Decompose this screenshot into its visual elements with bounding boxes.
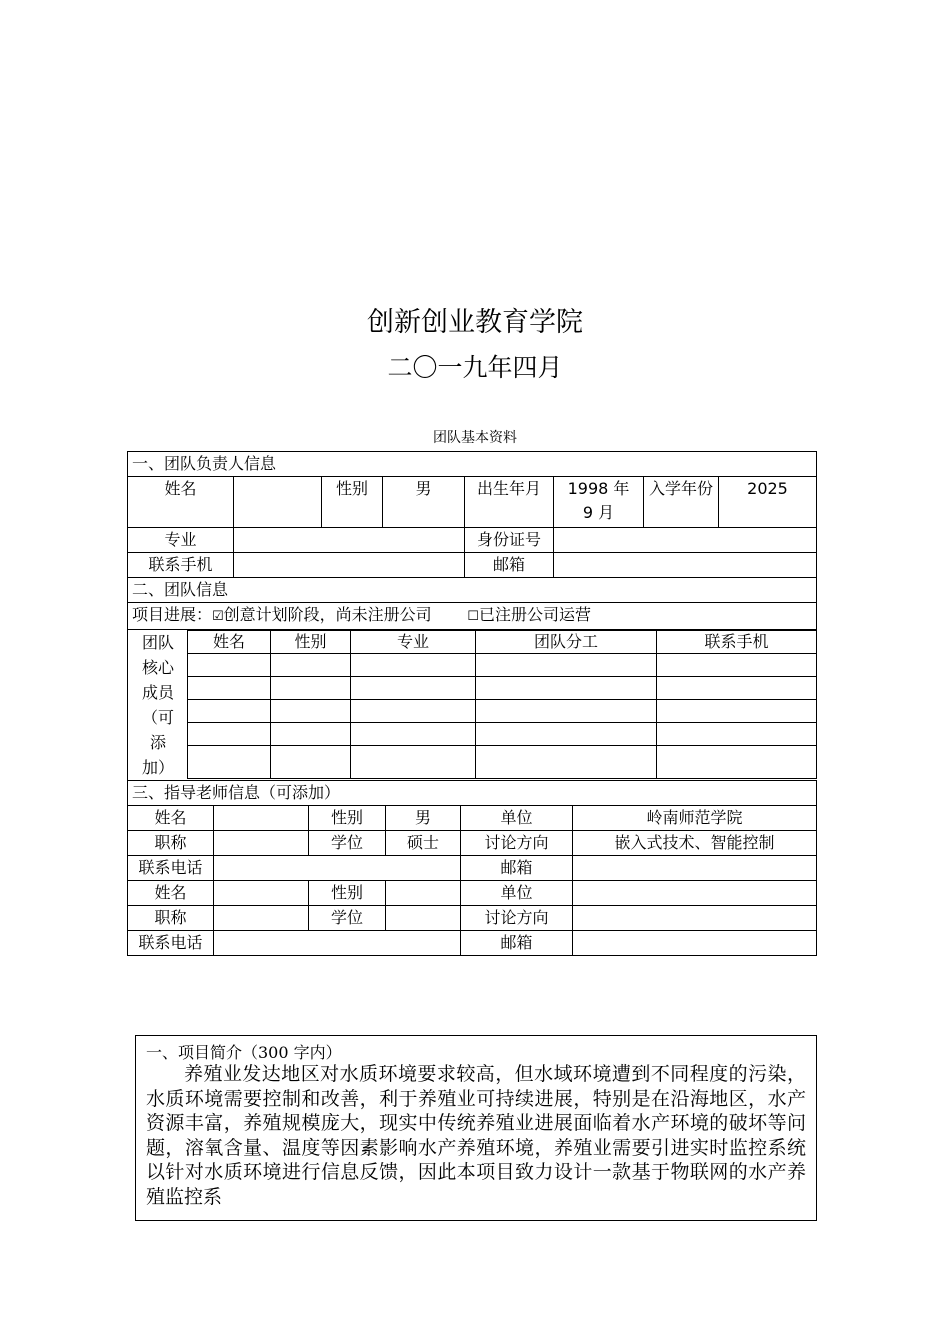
members-label-line: 核心 <box>141 658 174 677</box>
advisor-gender-label: 性别 <box>309 806 386 831</box>
leader-gender-value: 男 <box>383 477 465 528</box>
members-label-line: 成员 <box>141 683 174 702</box>
table-row <box>188 723 817 746</box>
leader-email-label: 邮箱 <box>465 553 554 578</box>
checkbox-unchecked-icon[interactable]: ☐ <box>467 609 479 624</box>
advisor-title-value <box>214 831 309 856</box>
advisor2-unit-value <box>573 881 817 906</box>
members-label-line: 团队 <box>141 633 174 652</box>
leader-phone-value <box>234 553 465 578</box>
advisor2-gender-label: 性别 <box>309 881 386 906</box>
project-summary-box <box>135 1035 817 1221</box>
leader-enroll-value: 2025 <box>719 477 817 528</box>
progress-label: 项目进展： <box>132 605 213 624</box>
advisor-gender-value: 男 <box>386 806 461 831</box>
col-gender: 性别 <box>271 631 351 654</box>
members-label-line: 加） <box>141 758 174 777</box>
table-caption: 团队基本资料 <box>433 430 517 446</box>
advisor-degree-value: 硕士 <box>386 831 461 856</box>
advisor2-email-label: 邮箱 <box>461 931 573 956</box>
leader-email-value <box>554 553 817 578</box>
advisor-phone-value <box>214 856 461 881</box>
table-row <box>188 700 817 723</box>
advisor2-name-label: 姓名 <box>128 881 214 906</box>
checkbox-checked-icon[interactable]: ☑ <box>212 609 224 624</box>
leader-birth-label: 出生年月 <box>465 477 554 528</box>
leader-info-table <box>127 451 817 630</box>
summary-heading: 一、项目简介（300 字内） <box>146 1043 342 1062</box>
advisor2-title-value <box>214 906 309 931</box>
advisor2-degree-label: 学位 <box>309 906 386 931</box>
project-progress <box>128 603 817 630</box>
leader-birth-value <box>554 477 644 528</box>
col-phone: 联系手机 <box>657 631 817 654</box>
advisor2-direction-label: 讨论方向 <box>461 906 573 931</box>
section3-heading: 三、指导老师信息（可添加） <box>128 781 817 806</box>
birth-year: 1998 年 <box>567 479 630 498</box>
leader-enroll-label: 入学年份 <box>644 477 719 528</box>
document-date: 二〇一九年四月 <box>387 353 563 382</box>
advisor-name-label: 姓名 <box>128 806 214 831</box>
leader-id-label: 身份证号 <box>465 528 554 553</box>
table-row <box>188 746 817 779</box>
advisor2-phone-value <box>214 931 461 956</box>
leader-major-label: 专业 <box>128 528 234 553</box>
col-major: 专业 <box>351 631 476 654</box>
birth-month: 9 月 <box>582 503 615 522</box>
advisor-info-table <box>127 780 817 956</box>
advisor2-title-label: 职称 <box>128 906 214 931</box>
advisor-direction-value: 嵌入式技术、智能控制 <box>573 831 817 856</box>
advisor2-email-value <box>573 931 817 956</box>
advisor2-degree-value <box>386 906 461 931</box>
advisor-phone-label: 联系电话 <box>128 856 214 881</box>
leader-name-label: 姓名 <box>128 477 234 528</box>
col-role: 团队分工 <box>476 631 657 654</box>
members-label-line: 添 <box>149 733 166 752</box>
advisor-title-label: 职称 <box>128 831 214 856</box>
option-idea-stage: 创意计划阶段，尚未注册公司 <box>223 605 432 624</box>
section2-heading: 二、团队信息 <box>128 578 817 603</box>
advisor2-phone-label: 联系电话 <box>128 931 214 956</box>
advisor2-name-value <box>214 881 309 906</box>
advisor-unit-label: 单位 <box>461 806 573 831</box>
advisor-degree-label: 学位 <box>309 831 386 856</box>
members-label-line: （可 <box>141 708 174 727</box>
team-members-label <box>127 630 188 780</box>
leader-id-value <box>554 528 817 553</box>
col-name: 姓名 <box>188 631 271 654</box>
section1-heading: 一、团队负责人信息 <box>128 452 817 477</box>
leader-phone-label: 联系手机 <box>128 553 234 578</box>
advisor2-unit-label: 单位 <box>461 881 573 906</box>
advisor2-gender-value <box>386 881 461 906</box>
advisor-unit-value: 岭南师范学院 <box>573 806 817 831</box>
summary-body: 养殖业发达地区对水质环境要求较高，但水域环境遭到不同程度的污染，水质环境需要控制和改善，利于养殖业可持续进展，特别是在沿海地区，水产资源丰富，养殖规模庞大，现实中传统养殖业进展面临着水产环境的破坏等问题，溶氧含量、温度等因素影响水产养殖环境，养殖业需要引进实时监控系统以针对水质环境进行信息反馈，因此本项目致力设计一款基于物联网的水产养殖监控系 <box>146 1063 806 1208</box>
option-registered: 已注册公司运营 <box>478 605 591 624</box>
advisor-direction-label: 讨论方向 <box>461 831 573 856</box>
leader-major-value <box>234 528 465 553</box>
table-row <box>188 677 817 700</box>
table-row <box>188 654 817 677</box>
page-title: 创新创业教育学院 <box>367 307 583 338</box>
leader-gender-label: 性别 <box>322 477 383 528</box>
team-members-table <box>187 630 817 779</box>
leader-name-value <box>234 477 322 528</box>
advisor2-direction-value <box>573 906 817 931</box>
advisor-name-value <box>214 806 309 831</box>
advisor-email-label: 邮箱 <box>461 856 573 881</box>
advisor-email-value <box>573 856 817 881</box>
